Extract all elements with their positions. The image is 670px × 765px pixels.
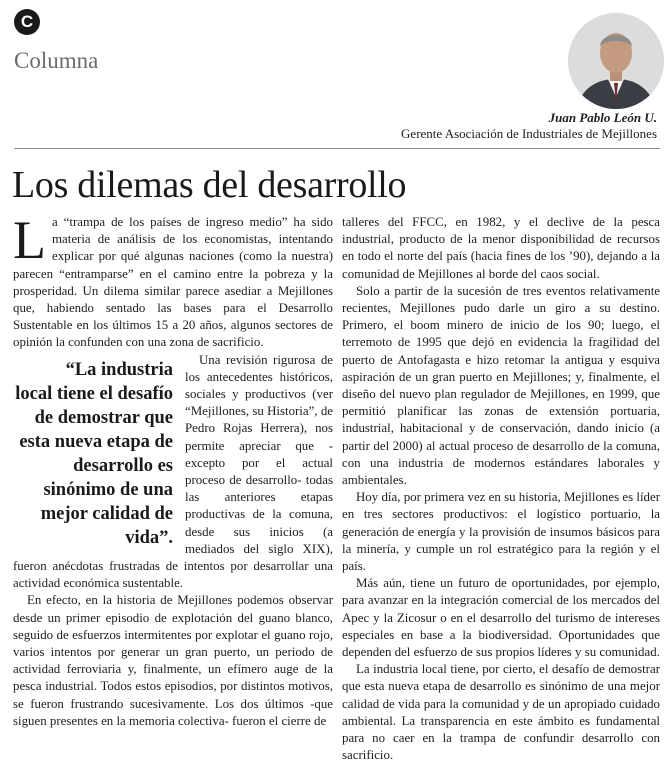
paragraph: talleres del FFCC, en 1982, y el declive de la pesca industrial, producto de la menor disponibilidad de recursos en todo el norte del país (hacia fines de los ’90), dejando a la comunidad de Mejillones al borde del caos social. bbox=[342, 215, 660, 281]
paragraph: Hoy día, por primera vez en su historia, Mejillones es líder en tres sectores productivos: el logístico portuario, la generación de energía y la provisión de insumos básicos para la minería, y cumple un rol estratégico para la región y el país. bbox=[342, 490, 660, 574]
article-column-1 bbox=[13, 210, 333, 730]
author-name: Juan Pablo León U. bbox=[548, 110, 657, 125]
section-label: Columna bbox=[14, 48, 99, 73]
paragraph: “La industria local tiene el desafío de demostrar que esta nueva etapa de desarrollo es sinónimo de una mejor calidad de vida”. Una revisión rigurosa de los antecedentes históricos, sociales y productivos (ver “Mejillones, su Historia”, de Pedro Rojas Herrera), nos permite apreciar que -excepto por el actual proceso de desarrollo- todas las anteriores etapas productivas de la comuna, desde sus inicios (a mediados del siglo XIX), fueron anécdotas frustradas de intentos por desarrollar una actividad económica sustentable. bbox=[13, 352, 333, 591]
author-role: Gerente Asociación de Industriales de Mejillones bbox=[401, 126, 657, 141]
pull-quote: “La industria local tiene el desafío de demostrar que esta nueva etapa de desarrollo es sinónimo de una mejor calidad de vida”. bbox=[15, 359, 173, 548]
paragraph: Solo a partir de la sucesión de tres eventos relativamente recientes, Mejillones pudo darle un giro a su destino. Primero, el boom minero de inicio de los 90; luego, el terremoto de 1995 que dejó en evidencia la fragilidad del puerto de Antofagasta e hizo retomar la antigua y esquiva aspiración de un gran puerto en Mejillones; y, finalmente, el diseño del nuevo plan regulador de Mejillones, en 1999, que permitió planificar las zonas de extensión portuaria, industrial, habitacional y de conservación, dando inicio (a partir del 2000) al actual proceso de desarrollo de la comuna, con una industria de modernos estándares laborales y ambientales. bbox=[342, 283, 660, 488]
article-column-2 bbox=[342, 214, 660, 765]
section-badge: C bbox=[14, 9, 40, 35]
paragraph: La “trampa de los países de ingreso medio” ha sido materia de análisis de los economistas, intentando explicar por qué algunas naciones (como la nuestra) parecen “entramparse” en el camino entre la pobreza y la prosperidad. Un dilema similar parece asediar a Mejillones que, habiendo sentado las bases para el Desarrollo Sustentable en los últimos 15 a 20 años, algunos sectores de opinión la confunden con una zona de sacrificio. bbox=[13, 210, 333, 350]
paragraph: La industria local tiene, por cierto, el desafío de demostrar que esta nueva etapa de desarrollo es sinónimo de una mejor calidad de vida para la comunidad y de un apropiado cuidado ambiental. La transparencia en este ámbito es fundamental para no caer en la trampa de confundir desarrollo con sacrificio. bbox=[342, 662, 660, 763]
author-photo bbox=[568, 13, 664, 109]
paragraph: En efecto, en la historia de Mejillones podemos observar desde un primer episodio de explotación del guano blanco, seguido de esfuerzos intermitentes por explotar el guano rojo, varios intentos por generar un gran puerto, un periodo de actividad ferroviaria y, finalmente, un efímero auge de la pesca industrial. Todos estos episodios, por distintos motivos, se fueron frustrando sucesivamente. Los dos últimos -que siguen presentes en la memoria colectiva- fueron el cierre de bbox=[13, 593, 333, 728]
article-headline: Los dilemas del desarrollo bbox=[12, 164, 407, 206]
drop-cap: L bbox=[13, 210, 46, 270]
paragraph: Más aún, tiene un futuro de oportunidades, por ejemplo, para avanzar en la integración comercial de los mercados del Apec y la Zicosur o en el desarrollo del turismo de intereses especiales en base a la biodiversidad. Oportunidades que dependen del esfuerzo de sus propios líderes y su comunidad. bbox=[342, 576, 660, 660]
divider bbox=[14, 148, 660, 149]
